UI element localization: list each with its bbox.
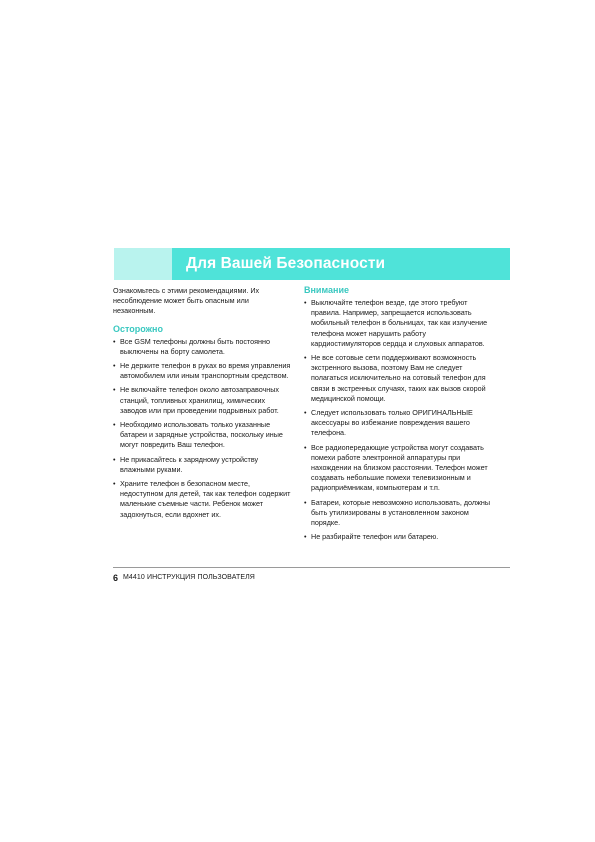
list-item: • Выключайте телефон везде, где этого требуют правила. Например, запрещается использовать мобильный телефон в больницах, так как излучение телефона может нарушить работу кардиостимуляторов сердца и слуховых аппаратов. bbox=[304, 298, 494, 349]
list-item: • Не разбирайте телефон или батарею. bbox=[304, 532, 494, 542]
page-number: 6 bbox=[113, 573, 119, 583]
list-item: • Храните телефон в безопасном месте, недоступном для детей, так как телефон содержит маленькие съемные части. Ребенок может задохнуться, если вдохнет их. bbox=[113, 479, 293, 520]
warning-list bbox=[304, 298, 494, 542]
list-item: • Не прикасайтесь к зарядному устройству влажными руками. bbox=[113, 455, 293, 475]
list-item: • Все радиопередающие устройства могут создавать помехи работе электронной аппаратуры при нахождении на близком расстоянии. Телефон может создавать небольшие помехи телевизионным и радиоприёмникам, компьютерам и т.п. bbox=[304, 443, 494, 494]
section-heading-caution: Осторожно bbox=[113, 323, 163, 334]
list-item: • Не включайте телефон около автозаправочных станций, топливных хранилищ, химических заводов или при проведении подрывных работ. bbox=[113, 385, 293, 416]
footer-manual-title: M4410 ИНСТРУКЦИЯ ПОЛЬЗОВАТЕЛЯ bbox=[123, 574, 255, 581]
list-item: • Не все сотовые сети поддерживают возможность экстренного вызова, поэтому Вам не следует полагаться исключительно на сотовый телефон для связи в экстренных случаях, таких как вызов скорой медицинской помощи. bbox=[304, 353, 494, 404]
header-tab-accent bbox=[114, 248, 172, 280]
footer-divider bbox=[113, 567, 510, 568]
list-item: • Не держите телефон в руках во время управления автомобилем или иным транспортным средством. bbox=[113, 361, 293, 381]
list-item: • Батареи, которые невозможно использовать, должны быть утилизированы в установленном законом порядке. bbox=[304, 498, 494, 529]
caution-list bbox=[113, 337, 293, 520]
list-item: • Следует использовать только ОРИГИНАЛЬНЫЕ аксессуары во избежание повреждения вашего телефона. bbox=[304, 408, 494, 439]
right-column bbox=[304, 286, 494, 546]
left-column bbox=[113, 286, 293, 524]
list-item: • Необходимо использовать только указанные батареи и зарядные устройства, поскольку иные могут повредить Ваш телефон. bbox=[113, 420, 293, 451]
section-heading-warning: Внимание bbox=[304, 285, 349, 295]
intro-paragraph: Ознакомьтесь с этими рекомендациями. Их несоблюдение может быть опасным или незаконным. bbox=[113, 286, 260, 316]
list-item: • Все GSM телефоны должны быть постоянно выключены на борту самолета. bbox=[113, 337, 293, 357]
page-title: Для Вашей Безопасности bbox=[186, 255, 386, 272]
